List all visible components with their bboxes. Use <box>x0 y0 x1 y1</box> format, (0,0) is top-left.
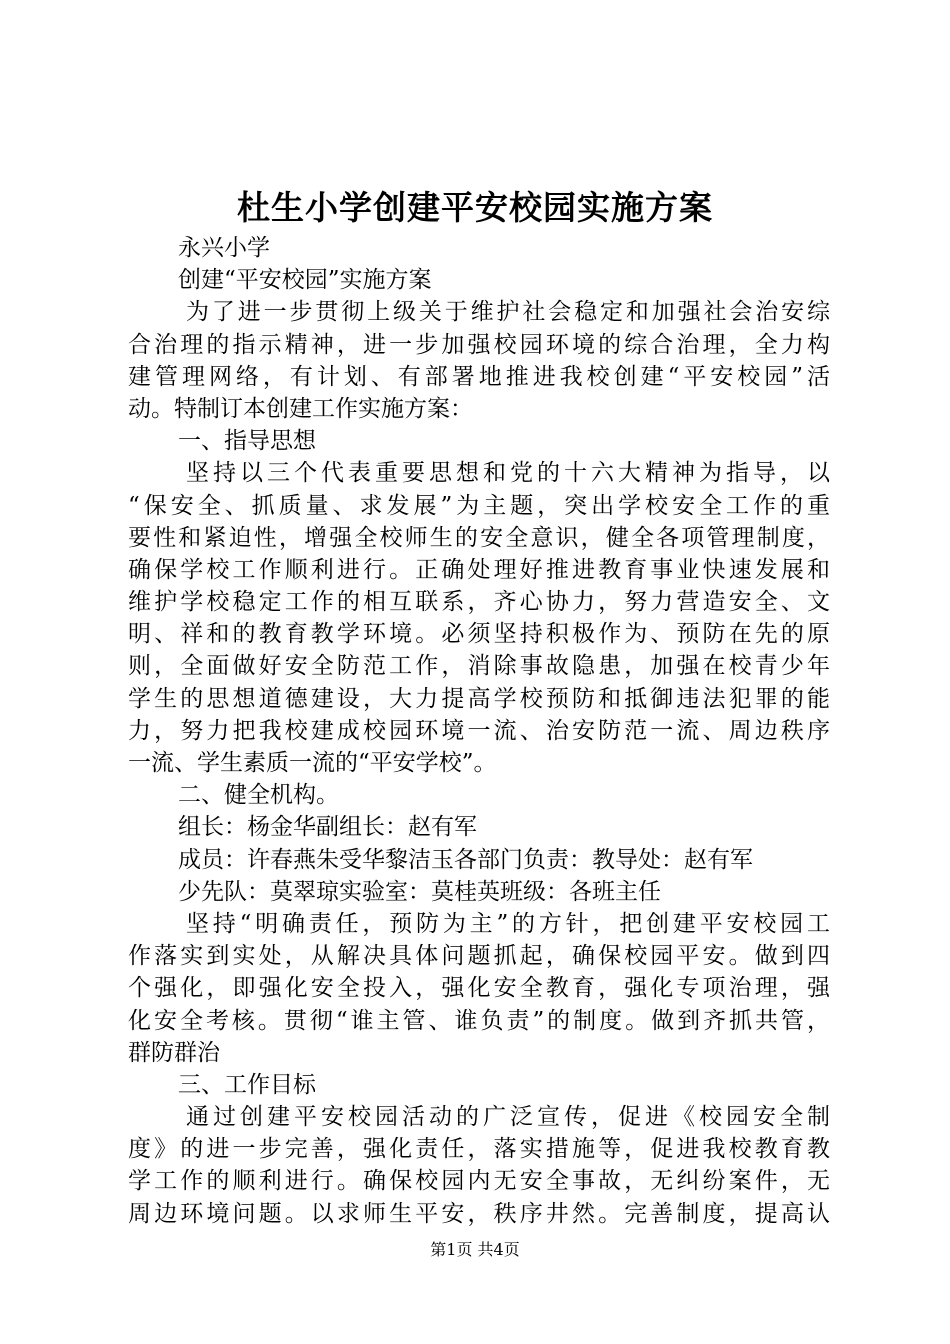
page-footer: 第1页 共4页 <box>430 1240 520 1259</box>
subtitle-line: 创建“平安校园”实施方案 <box>178 267 432 294</box>
document-title: 杜生小学创建平安校园实施方案 <box>237 188 713 227</box>
paragraph-line: 确保学校工作顺利进行。正确处理好推进教育事业快速发展和 <box>128 556 830 583</box>
paragraph-line: 合治理的指示精神，进一步加强校园环境的综合治理，全力构 <box>128 331 830 358</box>
paragraph-line: 学生的思想道德建设，大力提高学校预防和抵御违法犯罪的能 <box>128 685 830 712</box>
paragraph-line: 度》的进一步完善，强化责任，落实措施等，促进我校教育教 <box>128 1136 830 1163</box>
paragraph-line: 通过创建平安校园活动的广泛宣传，促进《校园安全制 <box>186 1104 830 1131</box>
paragraph-line: 群防群治 <box>128 1039 220 1066</box>
paragraph-line: 为了进一步贯彻上级关于维护社会稳定和加强社会治安综 <box>186 299 830 326</box>
paragraph-line: 坚持“明确责任，预防为主”的方针，把创建平安校园工 <box>186 910 830 937</box>
paragraph-line: 学工作的顺利进行。确保校园内无安全事故，无纠纷案件，无 <box>128 1168 830 1195</box>
paragraph-line: “保安全、抓质量、求发展”为主题，突出学校安全工作的重 <box>128 492 830 519</box>
paragraph-line: 成员：许春燕朱受华黎洁玉各部门负责：教导处：赵有军 <box>178 846 753 873</box>
paragraph-line: 动。特制订本创建工作实施方案： <box>128 395 473 422</box>
paragraph-line: 要性和紧迫性，增强全校师生的安全意识，健全各项管理制度， <box>128 524 830 551</box>
document-body <box>128 232 830 1230</box>
section-heading: 二、健全机构。 <box>178 782 339 809</box>
paragraph-line: 作落实到实处，从解决具体问题抓起，确保校园平安。做到四 <box>128 943 830 970</box>
paragraph-line: 坚持以三个代表重要思想和党的十六大精神为指导，以 <box>186 460 830 487</box>
school-name-line: 永兴小学 <box>178 235 270 261</box>
paragraph-line: 个强化，即强化安全投入，强化安全教育，强化专项治理，强 <box>128 975 830 1002</box>
paragraph-line: 则，全面做好安全防范工作，消除事故隐患，加强在校青少年 <box>128 653 830 680</box>
paragraph-line: 一流、学生素质一流的“平安学校”。 <box>128 750 497 776</box>
paragraph-line: 建管理网络，有计划、有部署地推进我校创建“平安校园”活 <box>128 363 830 390</box>
paragraph-line: 力，努力把我校建成校园环境一流、治安防范一流、周边秩序 <box>128 717 830 744</box>
paragraph-line: 组长：杨金华副组长：赵有军 <box>178 814 477 841</box>
paragraph-line: 化安全考核。贯彻“谁主管、谁负责”的制度。做到齐抓共管， <box>128 1007 830 1034</box>
paragraph-line: 少先队：莫翠琼实验室：莫桂英班级：各班主任 <box>178 878 661 905</box>
paragraph-line: 周边环境问题。以求师生平安，秩序井然。完善制度，提高认 <box>128 1200 830 1227</box>
section-heading: 三、工作目标 <box>178 1071 316 1098</box>
section-heading: 一、指导思想 <box>178 428 316 455</box>
paragraph-line: 维护学校稳定工作的相互联系，齐心协力，努力营造安全、文 <box>128 589 830 616</box>
paragraph-line: 明、祥和的教育教学环境。必须坚持积极作为、预防在先的原 <box>128 621 830 648</box>
